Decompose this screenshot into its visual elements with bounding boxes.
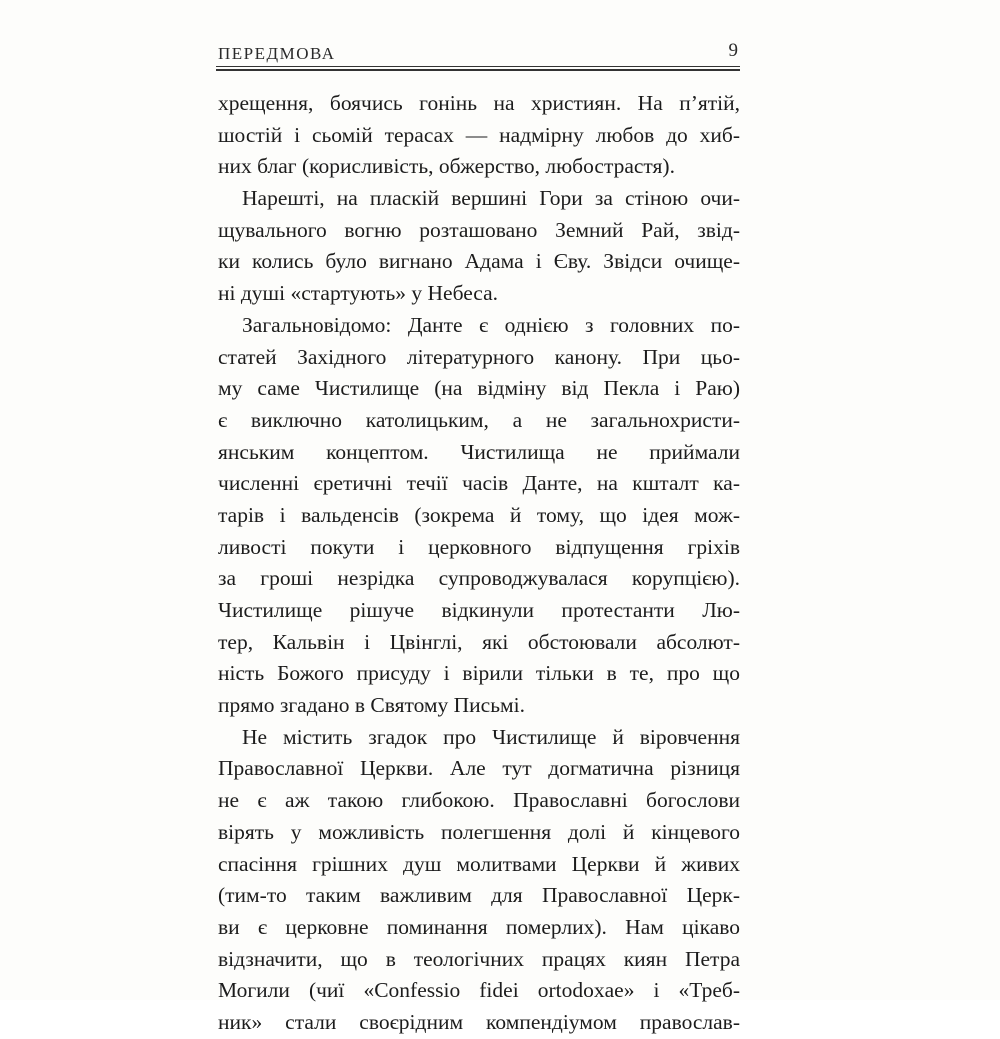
- text-line: ви є церковне поминання померлих). Нам цікаво: [218, 914, 740, 939]
- text-line: статей Західного літературного канону. При цьо-: [218, 344, 740, 369]
- text-line: вірять у можливість полегшення долі й кінцевого: [218, 819, 740, 844]
- text-line: відзначити, що в теологічних працях киян Петра: [218, 946, 740, 971]
- text-line: Нарешті, на пласкій вершині Гори за стіною очи-: [242, 186, 740, 211]
- header-rule-thin: [216, 66, 740, 67]
- text-line: Не містить згадок про Чистилище й віровчення: [242, 724, 740, 749]
- text-line: ливості покути і церковного відпущення гріхів: [218, 534, 740, 559]
- text-line: Загальновідомо: Данте є однією з головних по-: [242, 312, 740, 337]
- text-line: му саме Чистилище (на відміну від Пекла і Раю): [218, 376, 740, 401]
- page-number: 9: [728, 40, 738, 61]
- text-line: ні душі «стартують» у Небеса.: [218, 281, 499, 306]
- text-line: спасіння грішних душ молитвами Церкви й живих: [218, 851, 740, 876]
- text-line: Православної Церкви. Але тут догматична різниця: [218, 756, 740, 781]
- text-line: є виключно католицьким, а не загальнохристи-: [218, 407, 740, 432]
- text-line: щувального вогню розташовано Земний Рай, звід-: [218, 217, 740, 242]
- text-line: прямо згадано в Святому Письмі.: [218, 693, 525, 718]
- text-line: тарів і вальденсів (зокрема й тому, що ідея мож-: [218, 502, 740, 527]
- header-rule-thick: [216, 69, 740, 71]
- text-line: не є аж такою глибокою. Православні богослови: [218, 788, 740, 813]
- text-line: шостій і сьомій терасах — надмірну любов до хиб-: [218, 122, 740, 147]
- text-line: хрещення, боячись гонінь на християн. На п’ятій,: [218, 91, 740, 115]
- text-line: за гроші незрідка супроводжувалася корупцією).: [218, 566, 740, 591]
- body-text: [218, 88, 740, 1039]
- running-head: ПЕРЕДМОВА: [218, 44, 336, 63]
- text-line: ник» стали своєрідним компендіумом православ-: [218, 1009, 740, 1034]
- text-line: (тим-то таким важливим для Православної Церк-: [218, 883, 740, 908]
- text-line: численні єретичні течії часів Данте, на кшталт ка-: [218, 471, 740, 496]
- text-line: них благ (корисливість, обжерство, любострастя).: [218, 154, 675, 179]
- text-line: янським концептом. Чистилища не приймали: [218, 439, 740, 464]
- text-line: тер, Кальвін і Цвінглі, які обстоювали абсолют-: [218, 629, 740, 654]
- text-line: ки колись було вигнано Адама і Єву. Звідси очище-: [218, 249, 740, 274]
- text-line: Чистилище рішуче відкинули протестанти Лю-: [218, 598, 740, 622]
- text-line: ність Божого присуду і вірили тільки в те, про що: [218, 661, 740, 686]
- text-line: Могили (чиї «Confessio fidei ortodoxae» і «Треб-: [218, 978, 740, 1003]
